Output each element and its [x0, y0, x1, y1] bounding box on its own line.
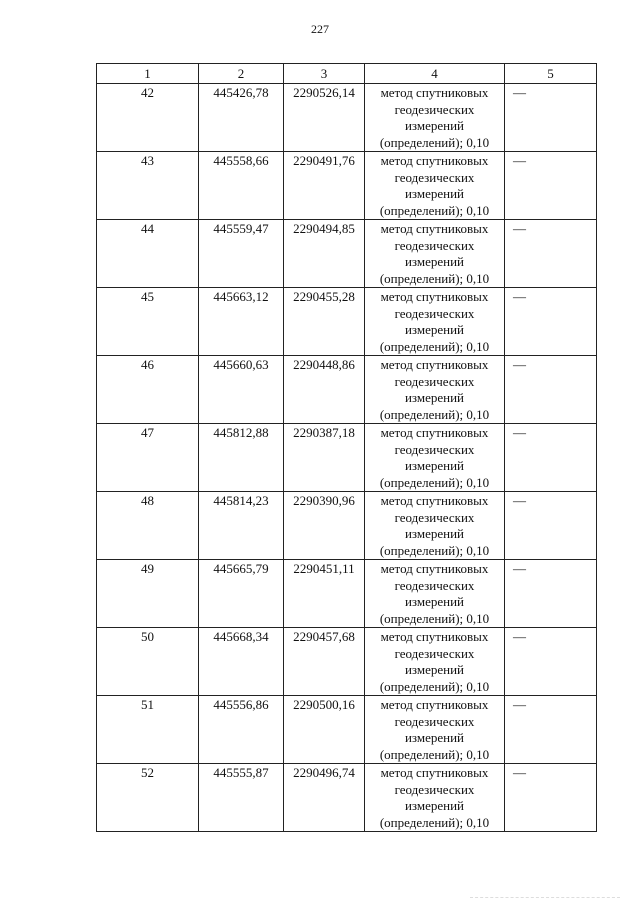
table-row: [97, 356, 597, 424]
coordinate-y: 2290526,14: [293, 85, 355, 100]
column-header-5: 5: [505, 64, 597, 84]
method-description: метод спутниковых геодезических измерений (определений); 0,10: [379, 221, 490, 286]
column-header-1: 1: [97, 64, 199, 84]
point-number: 49: [141, 561, 154, 576]
method-description: метод спутниковых геодезических измерений (определений); 0,10: [379, 629, 490, 694]
coordinate-y: 2290448,86: [293, 357, 355, 372]
coordinate-x: 445556,86: [213, 697, 269, 712]
method-description: метод спутниковых геодезических измерений (определений); 0,10: [379, 425, 490, 490]
coordinate-x: 445812,88: [213, 425, 269, 440]
method-description: метод спутниковых геодезических измерений (определений); 0,10: [379, 561, 490, 626]
point-number: 45: [141, 289, 154, 304]
method-description: метод спутниковых геодезических измерений (определений); 0,10: [379, 85, 490, 150]
point-number: 50: [141, 629, 154, 644]
coordinates-table: [96, 63, 597, 832]
table-row: [97, 424, 597, 492]
point-description: —: [513, 425, 526, 440]
column-header-3: 3: [284, 64, 365, 84]
column-header-2: 2: [199, 64, 284, 84]
coordinate-y: 2290451,11: [293, 561, 355, 576]
table-body: [97, 84, 597, 832]
coordinate-x: 445559,47: [213, 221, 269, 236]
table-row: [97, 628, 597, 696]
point-description: —: [513, 221, 526, 236]
coordinate-x: 445668,34: [213, 629, 269, 644]
point-description: —: [513, 289, 526, 304]
point-description: —: [513, 629, 526, 644]
method-description: метод спутниковых геодезических измерений (определений); 0,10: [379, 289, 490, 354]
point-description: —: [513, 561, 526, 576]
coordinate-y: 2290390,96: [293, 493, 355, 508]
coordinate-y: 2290496,74: [293, 765, 355, 780]
point-number: 51: [141, 697, 154, 712]
table-row: [97, 560, 597, 628]
table-row: [97, 492, 597, 560]
method-description: метод спутниковых геодезических измерений (определений); 0,10: [379, 153, 490, 218]
point-number: 52: [141, 765, 154, 780]
point-description: —: [513, 697, 526, 712]
coordinate-x: 445555,87: [213, 765, 269, 780]
coordinate-x: 445660,63: [213, 357, 269, 372]
point-number: 48: [141, 493, 154, 508]
coordinate-x: 445426,78: [213, 85, 269, 100]
coordinate-x: 445663,12: [213, 289, 269, 304]
point-number: 47: [141, 425, 154, 440]
coordinate-x: 445814,23: [213, 493, 269, 508]
point-description: —: [513, 153, 526, 168]
coordinate-y: 2290491,76: [293, 153, 355, 168]
coordinate-y: 2290494,85: [293, 221, 355, 236]
page-number: 227: [311, 22, 329, 36]
point-description: —: [513, 85, 526, 100]
point-description: —: [513, 493, 526, 508]
method-description: метод спутниковых геодезических измерений (определений); 0,10: [379, 697, 490, 762]
method-description: метод спутниковых геодезических измерений (определений); 0,10: [379, 765, 490, 830]
point-number: 43: [141, 153, 154, 168]
table-row: [97, 152, 597, 220]
point-number: 42: [141, 85, 154, 100]
coordinate-y: 2290387,18: [293, 425, 355, 440]
column-header-4: 4: [365, 64, 505, 84]
method-description: метод спутниковых геодезических измерений (определений); 0,10: [379, 493, 490, 558]
coordinate-y: 2290457,68: [293, 629, 355, 644]
point-number: 46: [141, 357, 154, 372]
table-row: [97, 220, 597, 288]
method-description: метод спутниковых геодезических измерений (определений); 0,10: [379, 357, 490, 422]
coordinate-x: 445665,79: [213, 561, 269, 576]
point-number: 44: [141, 221, 154, 236]
table-row: [97, 696, 597, 764]
table-row: [97, 84, 597, 152]
coordinate-y: 2290500,16: [293, 697, 355, 712]
table-row: [97, 288, 597, 356]
footer-scan-artifact: [470, 897, 620, 904]
coordinate-x: 445558,66: [213, 153, 269, 168]
table-row: [97, 764, 597, 832]
table-header-row: [97, 64, 597, 84]
point-description: —: [513, 765, 526, 780]
point-description: —: [513, 357, 526, 372]
coordinate-y: 2290455,28: [293, 289, 355, 304]
